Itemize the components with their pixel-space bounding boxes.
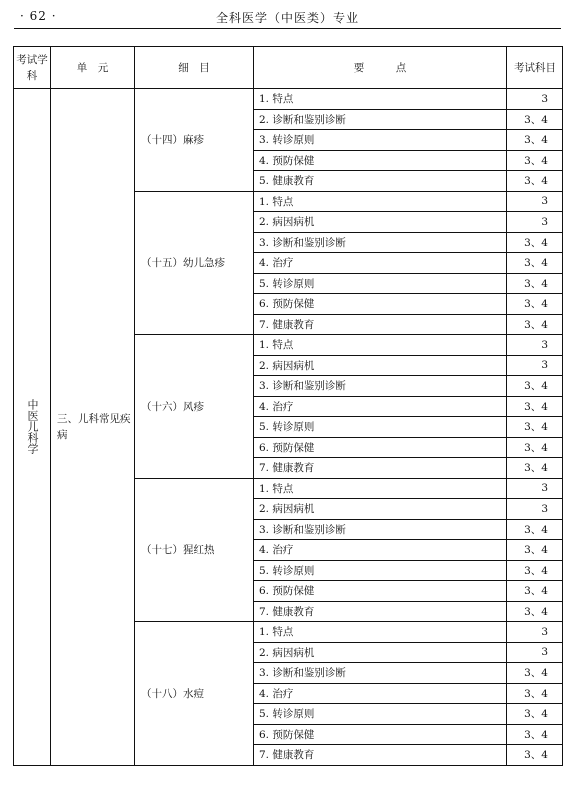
level-cell: 3、4 bbox=[507, 253, 563, 274]
level-cell: 3 bbox=[507, 499, 563, 520]
point-cell: 1. 特点 bbox=[254, 622, 507, 643]
point-cell: 3. 诊断和鉴别诊断 bbox=[254, 519, 507, 540]
point-cell: 2. 病因病机 bbox=[254, 212, 507, 233]
page-number: · 62 · bbox=[20, 9, 57, 23]
point-cell: 3. 诊断和鉴别诊断 bbox=[254, 663, 507, 684]
point-cell: 2. 病因病机 bbox=[254, 355, 507, 376]
table-body bbox=[14, 89, 563, 766]
level-cell: 3、4 bbox=[507, 581, 563, 602]
level-cell: 3、4 bbox=[507, 745, 563, 766]
point-cell: 4. 治疗 bbox=[254, 540, 507, 561]
level-cell: 3、4 bbox=[507, 663, 563, 684]
syllabus-table bbox=[13, 46, 563, 766]
level-cell: 3、4 bbox=[507, 724, 563, 745]
header-rule bbox=[14, 28, 561, 29]
point-cell: 5. 转诊原则 bbox=[254, 560, 507, 581]
point-cell: 6. 预防保健 bbox=[254, 294, 507, 315]
item-cell: （十五）幼儿急疹 bbox=[135, 191, 254, 335]
point-cell: 5. 转诊原则 bbox=[254, 273, 507, 294]
item-cell: （十八）水痘 bbox=[135, 622, 254, 766]
header-level: 考试科目 bbox=[507, 47, 563, 89]
point-cell: 1. 特点 bbox=[254, 335, 507, 356]
item-cell: （十六）风疹 bbox=[135, 335, 254, 479]
level-cell: 3、4 bbox=[507, 560, 563, 581]
level-cell: 3、4 bbox=[507, 171, 563, 192]
point-cell: 3. 诊断和鉴别诊断 bbox=[254, 376, 507, 397]
point-cell: 7. 健康教育 bbox=[254, 314, 507, 335]
level-cell: 3、4 bbox=[507, 417, 563, 438]
point-cell: 3. 转诊原则 bbox=[254, 130, 507, 151]
point-cell: 4. 治疗 bbox=[254, 683, 507, 704]
level-cell: 3、4 bbox=[507, 294, 563, 315]
level-cell: 3 bbox=[507, 335, 563, 356]
point-cell: 7. 健康教育 bbox=[254, 458, 507, 479]
point-cell: 4. 预防保健 bbox=[254, 150, 507, 171]
point-cell: 2. 诊断和鉴别诊断 bbox=[254, 109, 507, 130]
point-cell: 2. 病因病机 bbox=[254, 499, 507, 520]
subject-cell: 中医儿科学 bbox=[14, 89, 51, 766]
level-cell: 3、4 bbox=[507, 601, 563, 622]
level-cell: 3、4 bbox=[507, 130, 563, 151]
point-cell: 4. 治疗 bbox=[254, 253, 507, 274]
point-cell: 6. 预防保健 bbox=[254, 437, 507, 458]
level-cell: 3、4 bbox=[507, 376, 563, 397]
level-cell: 3、4 bbox=[507, 273, 563, 294]
header-unit: 单 元 bbox=[51, 47, 135, 89]
point-cell: 1. 特点 bbox=[254, 89, 507, 110]
level-cell: 3、4 bbox=[507, 437, 563, 458]
level-cell: 3 bbox=[507, 191, 563, 212]
level-cell: 3 bbox=[507, 478, 563, 499]
point-cell: 6. 预防保健 bbox=[254, 724, 507, 745]
point-cell: 2. 病因病机 bbox=[254, 642, 507, 663]
point-cell: 1. 特点 bbox=[254, 478, 507, 499]
running-header-title: 全科医学（中医类）专业 bbox=[215, 11, 359, 25]
point-cell: 3. 诊断和鉴别诊断 bbox=[254, 232, 507, 253]
header-point: 要 点 bbox=[254, 47, 507, 89]
level-cell: 3、4 bbox=[507, 396, 563, 417]
level-cell: 3、4 bbox=[507, 683, 563, 704]
level-cell: 3 bbox=[507, 355, 563, 376]
level-cell: 3、4 bbox=[507, 704, 563, 725]
point-cell: 7. 健康教育 bbox=[254, 745, 507, 766]
point-cell: 4. 治疗 bbox=[254, 396, 507, 417]
item-cell: （十四）麻疹 bbox=[135, 89, 254, 192]
level-cell: 3 bbox=[507, 89, 563, 110]
level-cell: 3、4 bbox=[507, 458, 563, 479]
level-cell: 3 bbox=[507, 642, 563, 663]
table-row bbox=[14, 89, 563, 110]
point-cell: 7. 健康教育 bbox=[254, 601, 507, 622]
level-cell: 3、4 bbox=[507, 540, 563, 561]
level-cell: 3 bbox=[507, 212, 563, 233]
level-cell: 3 bbox=[507, 622, 563, 643]
level-cell: 3、4 bbox=[507, 150, 563, 171]
item-cell: （十七）猩红热 bbox=[135, 478, 254, 622]
point-cell: 5. 转诊原则 bbox=[254, 417, 507, 438]
table-header-row bbox=[14, 47, 563, 89]
header-item: 细 目 bbox=[135, 47, 254, 89]
header-subject: 考试学科 bbox=[14, 47, 51, 89]
level-cell: 3、4 bbox=[507, 232, 563, 253]
point-cell: 6. 预防保健 bbox=[254, 581, 507, 602]
unit-cell: 三、儿科常见疾病 bbox=[51, 89, 135, 766]
level-cell: 3、4 bbox=[507, 109, 563, 130]
point-cell: 5. 健康教育 bbox=[254, 171, 507, 192]
level-cell: 3、4 bbox=[507, 519, 563, 540]
level-cell: 3、4 bbox=[507, 314, 563, 335]
point-cell: 5. 转诊原则 bbox=[254, 704, 507, 725]
point-cell: 1. 特点 bbox=[254, 191, 507, 212]
